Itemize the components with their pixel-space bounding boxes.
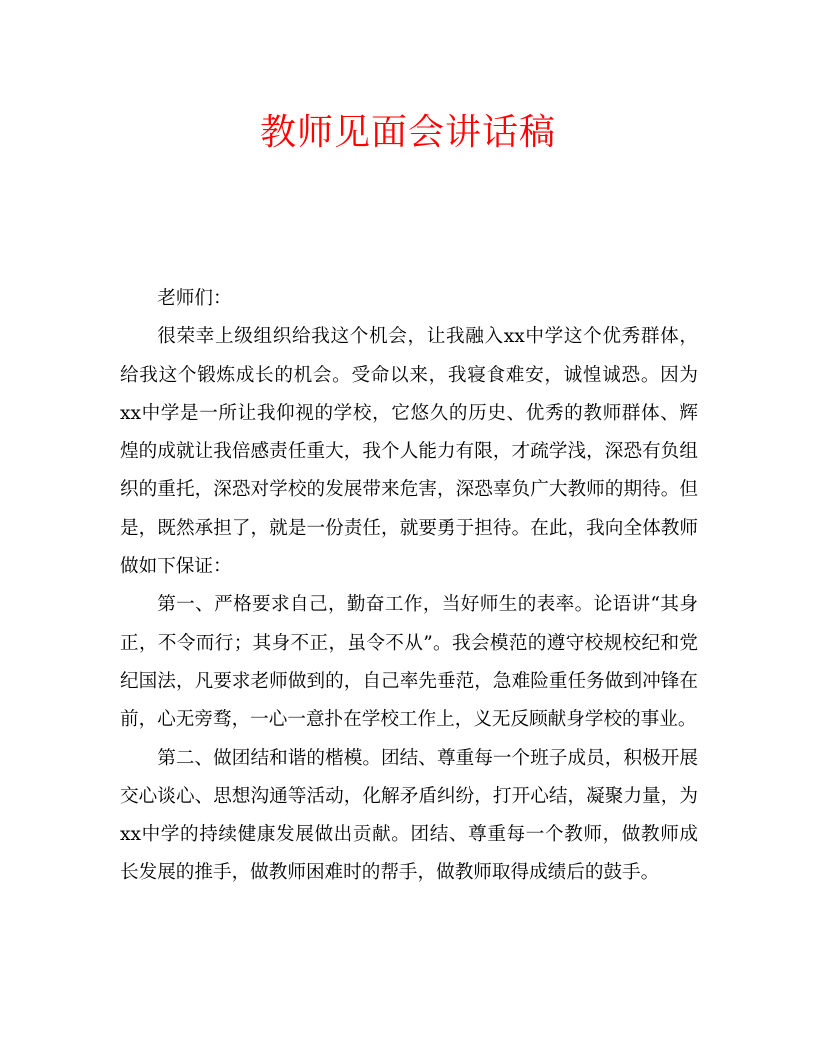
salutation: 老师们： (157, 288, 232, 309)
paragraph-first-point: 第一、严格要求自己，勤奋工作，当好师生的表率。论语讲“其身正，不令而行；其身不正，虽令不从”。我会模范的遵守校规校纪和党纪国法，凡要求老师做到的，自己率先垂范，急难险重任务做到冲锋在前，心无旁骛，一心一意扑在学校工作上，义无反顾献身学校的事业。 (120, 594, 698, 731)
document-title: 教师见面会讲话稿 (259, 112, 556, 153)
document-body (120, 280, 698, 893)
paragraph-second-point: 第二、做团结和谐的楷模。团结、尊重每一个班子成员，积极开展交心谈心、思想沟通等活动，化解矛盾纠纷，打开心结，凝聚力量，为xx中学的持续健康发展做出贡献。团结、尊重每一个教师，做教师成长发展的推手，做教师困难时的帮手，做教师取得成绩后的鼓手。 (120, 747, 698, 884)
paragraph-intro: 很荣幸上级组织给我这个机会，让我融入xx中学这个优秀群体，给我这个锻炼成长的机会。受命以来，我寝食难安，诚惶诚恐。因为xx中学是一所让我仰视的学校，它悠久的历史、优秀的教师群体、辉煌的成就让我倍感责任重大，我个人能力有限，才疏学浅，深恐有负组织的重托，深恐对学校的发展带来危害，深恐辜负广大教师的期待。但是，既然承担了，就是一份责任，就要勇于担待。在此，我向全体教师做如下保证： (120, 326, 698, 578)
